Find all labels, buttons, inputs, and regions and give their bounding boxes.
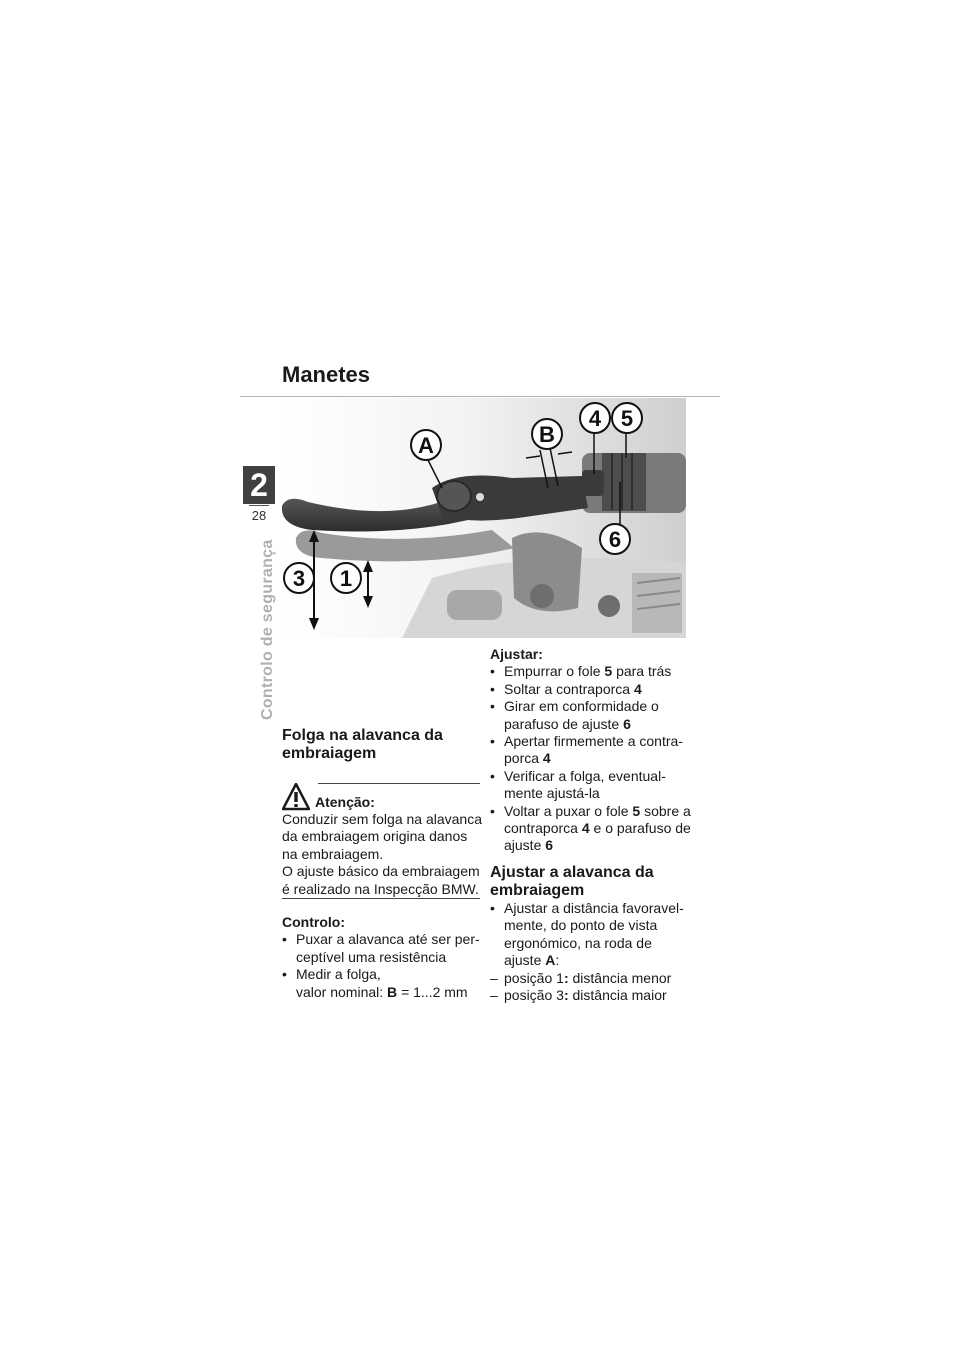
page-number: 28 bbox=[251, 508, 267, 523]
list-item: • Ajustar a distância favoravel- mente, do ponto de vista ergonómico, na roda de ajuste A: bbox=[490, 900, 684, 969]
list-item: – posição 1: distância menor bbox=[490, 969, 672, 986]
callout-label: B bbox=[539, 422, 555, 447]
switch-button bbox=[598, 595, 620, 617]
callout-label: 4 bbox=[588, 406, 602, 431]
section-heading-lever-adjust: Ajustar a alavanca da embraiagem bbox=[490, 864, 654, 899]
callout-label: 6 bbox=[608, 527, 622, 552]
list-item: – posição 3: distância maior bbox=[490, 987, 667, 1004]
warning-icon bbox=[282, 783, 310, 811]
list-item-text: valor nominal: B = 1...2 mm bbox=[296, 983, 468, 1000]
list-item: • Verificar a folga, eventual- mente ajustá-la bbox=[490, 767, 666, 802]
page-number-divider bbox=[249, 505, 269, 506]
list-item: • Voltar a puxar o fole 5 sobre a contraporca 4 e o parafuso de ajuste 6 bbox=[490, 802, 691, 854]
callout-3 bbox=[284, 563, 314, 593]
list-item: • Soltar a contraporca 4 bbox=[490, 680, 642, 697]
bellows-boot bbox=[602, 453, 646, 511]
lever-adjust-section bbox=[490, 864, 700, 1004]
list-item: • Medir a folga, valor nominal: B = 1...2 mm bbox=[282, 966, 482, 1001]
pivot-bolt bbox=[476, 493, 484, 501]
list-item: • Puxar a alavanca até ser per- ceptível uma resistência bbox=[282, 931, 482, 966]
check-section bbox=[282, 914, 482, 1001]
callout-a bbox=[411, 430, 441, 460]
warning-line: da embraiagem origina danos bbox=[282, 828, 468, 845]
warning-line: é realizado na Inspecção BMW. bbox=[282, 880, 479, 897]
warning-bottom-rule bbox=[282, 898, 480, 899]
lock-nut bbox=[582, 470, 604, 496]
warning-line: na embraiagem. bbox=[282, 845, 384, 862]
warning-title-text: Atenção: bbox=[315, 794, 375, 810]
callout-5 bbox=[612, 403, 642, 433]
callout-label: 3 bbox=[292, 566, 306, 591]
list-item-text: ceptível uma resistência bbox=[296, 948, 447, 965]
page-title: Manetes bbox=[282, 362, 371, 387]
clutch-lever-illustration bbox=[282, 398, 686, 638]
adjust-title: Ajustar: bbox=[490, 646, 543, 662]
left-column bbox=[282, 727, 482, 763]
warning-title bbox=[315, 794, 375, 811]
dashboard-vent bbox=[447, 590, 502, 620]
side-section-label: Controlo de segurança bbox=[259, 539, 276, 720]
callout-4 bbox=[580, 403, 610, 433]
warning-body bbox=[282, 811, 482, 898]
list-item: • Apertar firmemente a contra- porca 4 bbox=[490, 733, 683, 767]
switch-button bbox=[530, 584, 554, 608]
callout-1 bbox=[331, 563, 361, 593]
check-title: Controlo: bbox=[282, 914, 345, 930]
callout-label: 5 bbox=[620, 406, 634, 431]
callout-6 bbox=[600, 524, 630, 554]
list-item-text: Medir a folga, bbox=[296, 966, 381, 983]
list-item: • Girar em conformidade o parafuso de ajuste 6 bbox=[490, 698, 659, 732]
chapter-number: 2 bbox=[243, 466, 275, 504]
warning-top-rule bbox=[318, 783, 480, 784]
callout-b bbox=[532, 419, 562, 449]
list-item-text: Puxar a alavanca até ser per- bbox=[296, 931, 480, 948]
adjust-section bbox=[490, 646, 700, 855]
adjuster-wheel bbox=[437, 481, 471, 511]
list-item: • Empurrar o fole 5 para trás bbox=[490, 663, 672, 680]
title-divider bbox=[240, 396, 720, 397]
warning-line: O ajuste básico da embraiagem bbox=[282, 863, 480, 880]
section-heading-clutch-play: Folga na alavanca da embraiagem bbox=[282, 727, 443, 762]
warning-line: Conduzir sem folga na alavanca bbox=[282, 811, 483, 827]
callout-label: A bbox=[418, 433, 434, 458]
callout-label: 1 bbox=[339, 566, 353, 591]
